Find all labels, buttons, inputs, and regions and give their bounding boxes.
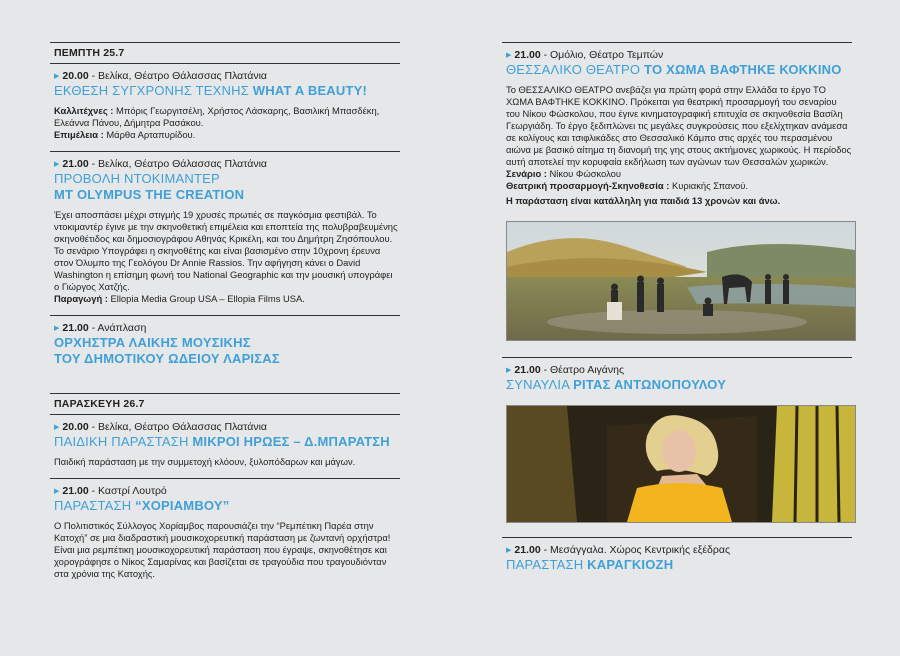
event-title: ΕΚΘΕΣΗ ΣΥΓΧΡΟΝΗΣ ΤΕΧΝΗΣ WHAT A BEAUTY!: [54, 83, 368, 98]
event-time-line: [502, 544, 852, 557]
event-choriamvos: [50, 478, 400, 580]
event-what-a-beauty: [50, 64, 400, 151]
triangle-right-icon: ▶: [54, 73, 60, 80]
event-time-line: [502, 364, 852, 377]
event-title: ΠΑΡΑΣΤΑΣΗ “ΧΟΡΙΑΜΒΟΥ”: [54, 498, 230, 513]
event-venue: - Βελίκα, Θέατρο Θάλασσας Πλατάνια: [88, 70, 267, 82]
event-title: ΠΡΟΒΟΛΗ ΝΤΟΚΙΜΑΝΤΕΡ MT OLYMPUS THE CREATION: [54, 171, 245, 202]
day-header: ΠΑΡΑΣΚΕΥΗ 26.7: [50, 393, 400, 415]
event-title: ΠΑΡΑΣΤΑΣΗ ΚΑΡΑΓΚΙΟΖΗ: [506, 557, 674, 572]
triangle-right-icon: ▶: [506, 367, 512, 374]
event-description: Καλλιτέχνες : Μπόρις Γεωργιτσέλη, Χρήστος Λάσκαρης, Βασιλική Μπασδέκη, Ελεάννα Πάνου, Δήμητρα Ρασάκου. Επιμέλεια : Μάρθα Αρταπυρίδου.: [54, 105, 380, 140]
triangle-right-icon: ▶: [54, 488, 60, 495]
triangle-right-icon: ▶: [54, 325, 60, 332]
event-time: 21.00: [514, 364, 541, 376]
theatre-landscape-photo: [506, 221, 856, 341]
event-title: ΟΡΧΗΣΤΡΑ ΛΑΙΚΗΣ ΜΟΥΣΙΚΗΣ ΤΟΥ ΔΗΜΟΤΙΚΟΥ ΩΔΕΙΟΥ ΛΑΡΙΣΑΣ: [54, 335, 280, 366]
triangle-right-icon: ▶: [506, 547, 512, 554]
event-time: 21.00: [514, 49, 541, 61]
event-venue: - Βελίκα, Θέατρο Θάλασσας Πλατάνια: [88, 421, 267, 433]
event-title: ΠΑΙΔΙΚΗ ΠΑΡΑΣΤΑΣΗ ΜΙΚΡΟΙ ΗΡΩΕΣ – Δ.ΜΠΑΡΑΤΣΗ: [54, 434, 390, 449]
triangle-right-icon: ▶: [54, 424, 60, 431]
event-venue: - Θέατρο Αιγάνης: [540, 364, 625, 376]
event-description: Παιδική παράσταση με την συμμετοχή κλόουν, ξυλοπόδαρων και μάγων.: [54, 456, 356, 467]
triangle-right-icon: ▶: [54, 161, 60, 168]
landscape-image: [507, 222, 855, 340]
event-time-line: [50, 421, 400, 434]
event-description: Έχει αποσπάσει μέχρι στιγμής 19 χρυσές πρωτιές σε παγκόσμια φεστιβάλ. Το ντοκιμαντέρ έγινε με την σκηνοθετική επιμέλεια και εποπτεία της πολυβραβευμένης σκηνοθέτιδος και δημοσιογράφου Αθηνάς Κρικέλη, και του Δημήτρη Ζησόπουλου. Το σενάριο Υπογράφει η σκηνοθέτης και είναι βασισμένο στην 10χρονη έρευνα στον Όλυμπο της Γεολόγου Dr Annie Rassios. Την αφήγηση κάνει ο David Washington η επίσημη φωνή του National Geographic και την μουσική υπογράφει ο Γιώργος Χατζής. Παραγωγή : Ellopia Media Group USA – Ellopia Films USA.: [54, 209, 398, 304]
event-time-line: [50, 158, 400, 171]
event-mikroi-iroes: [50, 415, 400, 478]
event-rita-antonopoulou: [502, 357, 852, 537]
event-time: 21.00: [62, 322, 89, 334]
singer-portrait-photo: [506, 405, 856, 523]
event-venue: - Καστρί Λουτρό: [88, 485, 167, 497]
event-title: ΣΥΝΑΥΛΙΑ ΡΙΤΑΣ ΑΝΤΩΝΟΠΟΥΛΟΥ: [506, 377, 727, 392]
event-venue: - Ομόλιο, Θέατρο Τεμπών: [540, 49, 664, 61]
event-time: 21.00: [62, 485, 89, 497]
event-time-line: [50, 485, 400, 498]
event-time: 21.00: [62, 158, 89, 170]
event-description: Ο Πολιτιστικός Σύλλογος Χορίαμβος παρουσιάζει την “Ρεμπέτικη Παρέα στην Κατοχή” σε μια διαδραστική μουσικοχορευτική παράσταση με ζωντανή ορχήστρα! Είναι μια ρεμπέτικη μουσικοχορευτική παράσταση που έγραψε, σκηνοθέτησε και χορογράφησε ο Νίκος Σαμαρίνας και βασίζεται σε τραγούδια που τραγουδιόνταν στα χρόνια της Κατοχής.: [54, 520, 391, 579]
event-orchestra: [50, 315, 400, 393]
event-mt-olympus: [50, 151, 400, 315]
day-header: ΠΕΜΠΤΗ 25.7: [50, 42, 400, 64]
event-time: 20.00: [62, 70, 89, 82]
event-title: ΘΕΣΣΑΛΙΚΟ ΘΕΑΤΡΟ ΤΟ ΧΩΜΑ ΒΑΦΤΗΚΕ ΚΟΚΚΙΝΟ: [506, 62, 842, 77]
event-time: 21.00: [514, 544, 541, 556]
event-time-line: [50, 322, 400, 335]
portrait-image: [507, 406, 855, 522]
left-column: [50, 42, 400, 580]
event-time-line: [50, 70, 400, 83]
event-venue: - Μεσάγγαλα. Χώρος Κεντρικής εξέδρας: [540, 544, 731, 556]
event-venue: - Ανάπλαση: [88, 322, 147, 334]
event-description: Το ΘΕΣΣΑΛΙΚΟ ΘΕΑΤΡΟ ανεβάζει για πρώτη φορά στην Ελλάδα το έργο ΤΟ ΧΩΜΑ ΒΑΦΤΗΚΕ ΚΟΚΚΙΝΟ. Πρόκειται για θεατρική προσαρμογή του σεναρίου του Νίκου Φώσκολου, που έγινε κινηματογραφική επιτυχία σε σκηνοθεσία Βασίλη Γεωργιάδη. Το έργο ξεδιπλώνει τις μεγάλες συγκρούσεις που εξελίχτηκαν ανάμεσα σε κολίγους και τσιφλικάδες στο Θεσσαλικό Κάμπο στις αρχές του περασμένου αιώνα με βασικό αίτημα τη διανομή της γης στους ακτήμονες χωρικούς. Η περίοδος αυτή αποτελεί την κορυφαία εκδήλωση των αγώνων των Θεσσαλών χωρικών. Σενάριο : Νίκου Φώσκολου Θεατρική προσαρμογή-Σκηνοθεσία : Κυριακής Σπανού. Η παράσταση είναι κατάλληλη για παιδιά 13 χρονών και άνω.: [506, 84, 852, 206]
event-venue: - Βελίκα, Θέατρο Θάλασσας Πλατάνια: [88, 158, 267, 170]
right-column: [502, 42, 852, 573]
triangle-right-icon: ▶: [506, 52, 512, 59]
event-time: 20.00: [62, 421, 89, 433]
event-to-xoma: [502, 42, 852, 357]
event-karagkiozis: [502, 537, 852, 573]
event-time-line: [502, 49, 852, 62]
